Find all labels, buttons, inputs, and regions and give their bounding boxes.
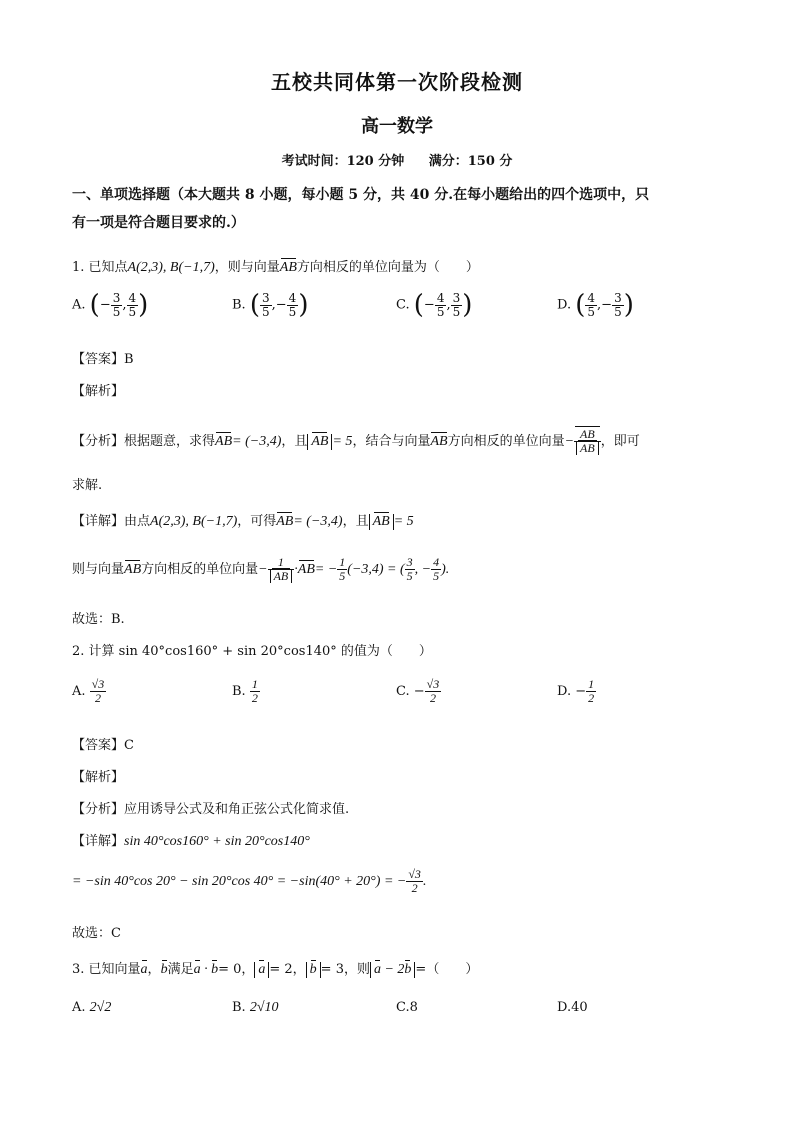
q1-fenxi-c: ，结合与向量 (352, 434, 431, 449)
q1-fenxi-frac-den: AB (576, 442, 599, 455)
q2-detail-text: sin 40°cos160° + sin 20°cos140° (124, 834, 310, 849)
q1-d-d1: 5 (587, 304, 596, 319)
q1-fenxi-e: ，即可 (600, 434, 640, 449)
q1-points: A(2,3), B(−1,7) (127, 260, 215, 275)
q1-d-n1: 4 (587, 290, 596, 305)
q2-step: = −sin 40°cos 20° − sin 20°cos 40° = −sin(40° + 20°) = − $\frac{√3}{2}$ . (72, 867, 427, 895)
q1-fenxi-a: 根据题意，求得 (124, 434, 216, 449)
q2-detail-tag: 【详解】 (72, 834, 125, 849)
q2-fenxi (72, 798, 722, 817)
exam-subtitle: 高一数学 (361, 116, 433, 137)
q2-d-sign: − (575, 684, 587, 699)
q2-b-den: 2 (251, 691, 258, 705)
q1-stem (72, 256, 722, 276)
q1-c-d2: 5 (452, 304, 461, 319)
q1-detail-tag: 【详解】 (72, 514, 125, 529)
q3-option-b-label: B. (232, 1000, 246, 1015)
q1-option-b[interactable]: B. ( $\frac{3}{5}$ ,− $\frac{4}{5}$ ) (232, 290, 309, 320)
q3-stem-f: =（ ） (415, 962, 479, 977)
q3-option-c[interactable] (396, 1000, 418, 1015)
q1-option-d[interactable]: D. ( $\frac{4}{5}$ ,− $\frac{3}{5}$ ) (557, 290, 634, 320)
q1-option-d-label: D. (557, 297, 572, 313)
q2-b-num: 1 (251, 677, 258, 691)
q1-answer-value: B (124, 352, 134, 367)
q2-option-b-label: B. (232, 684, 246, 699)
q2-d-num: 1 (588, 677, 595, 691)
q1-detail-eq2: = 5 (393, 514, 414, 529)
q1-b-sign2: − (275, 297, 287, 313)
q1-vector-ab: AB (279, 260, 297, 275)
q1-detail-line2-b: 方向相反的单位向量 (141, 562, 259, 577)
q3-stem: 3. 已知向量a，b满足a · b= 0， a = 2， b = 3，则 a − 2b =（ ） (72, 962, 479, 977)
q1-fenxi-b: ，且 (281, 434, 308, 449)
q1-option-a-label: A. (72, 297, 86, 313)
q2-answer (72, 734, 722, 753)
q2-option-c[interactable] (396, 678, 441, 705)
q1-fenxi-vec1: AB (215, 434, 233, 449)
q1-c-sign1: − (423, 297, 435, 313)
q2-option-d[interactable] (557, 678, 596, 705)
q2-stem: 2. 计算 sin 40°cos160° + sin 20°cos140° 的值为（ ） (72, 644, 432, 659)
q1-a-n1: 3 (112, 290, 121, 305)
q3-option-d-label: D. (557, 1000, 572, 1015)
q1-option-a[interactable]: A. (− $\frac{3}{5}$ , $\frac{4}{5}$ ) (72, 290, 149, 320)
q1-detail-line2-vec: AB (124, 562, 142, 577)
q2-option-a[interactable] (72, 678, 106, 705)
q1-fenxi: 【分析】根据题意，求得AB= (−3,4)，且 AB = 5，结合与向量AB方向相反的单位向量− $\frac{AB}{AB}$ ，即可 (72, 427, 640, 455)
q1-fenxi-d: 方向相反的单位向量 (447, 434, 565, 449)
q1-c-d1: 5 (436, 304, 445, 319)
q1-answer-tag: 【答案】 (72, 352, 125, 367)
q3-option-d-value: 40 (571, 1000, 588, 1015)
q2-fenxi-tag: 【分析】 (72, 802, 125, 817)
q1-detail-line2: 则与向量AB方向相反的单位向量− $\frac{1}{AB}$ ·AB= − $\frac{1}{5}$ (−3,4) = ( $\frac{3}{5}$ , − $\frac{4}{5}$ ). (72, 555, 450, 583)
q1-detail-line2-vec2: AB (297, 562, 315, 577)
q1-answer (72, 348, 722, 367)
q1-detail-line2-a: 则与向量 (72, 562, 125, 577)
q2-answer-tag: 【答案】 (72, 738, 125, 753)
q3-stem-d: = 2， (269, 962, 306, 977)
q1-fenxi-tag: 【分析】 (72, 434, 125, 449)
q1-a-n2: 4 (128, 290, 137, 305)
q2-fenxi-text: 应用诱导公式及和角正弦公式化简求值. (124, 802, 350, 817)
q2-option-a-label: A. (72, 684, 86, 699)
q3-stem-c: = 0， (218, 962, 255, 977)
q2-option-b[interactable] (232, 678, 260, 705)
q1-option-c-label: C. (396, 297, 410, 313)
q3-stem-a: 3. 已知向量 (72, 962, 141, 977)
q1-detail-c: ，且 (342, 514, 369, 529)
q1-stem-b: ，则与向量 (214, 260, 280, 275)
q1-analysis-tag: 【解析】 (72, 384, 125, 399)
q3-option-b-value: 2√10 (249, 1000, 279, 1015)
exam-meta (0, 150, 794, 169)
q1-detail-eq1: = (−3,4) (293, 514, 343, 529)
exam-time: 考试时间：120 分钟 (281, 154, 405, 169)
q1-conclusion: 故选：B. (72, 612, 125, 627)
q1-fenxi-end: 求解. (72, 478, 103, 493)
q1-c-n1: 4 (436, 290, 445, 305)
q1-d-n2: 3 (614, 290, 622, 305)
q2-step-text: = −sin 40°cos 20° − sin 20°cos 40° = −sin(40° + 20°) = − (72, 874, 407, 889)
q3-option-a-value: 2√2 (89, 1000, 112, 1015)
q1-fenxi-eq2: = 5 (332, 434, 353, 449)
q2-conclusion: 故选：C (72, 926, 121, 941)
exam-score: 满分：150 分 (428, 154, 513, 169)
q1-detail-line2-end: ). (441, 562, 450, 577)
q1-detail-vec2: AB (372, 514, 390, 529)
q3-option-a-label: A. (72, 1000, 86, 1015)
q1-c-n2: 3 (452, 290, 461, 305)
q1-fenxi-vec3: AB (430, 434, 448, 449)
q1-fenxi-eq1: = (−3,4) (232, 434, 282, 449)
q2-c-den: 2 (429, 691, 436, 705)
exam-title: 五校共同体第一次阶段检测 (271, 70, 523, 94)
q1-fenxi-vec2: AB (311, 434, 329, 449)
q1-b-d1: 5 (261, 304, 270, 319)
q2-a-num: √3 (91, 677, 105, 691)
q3-option-b[interactable] (232, 1000, 279, 1016)
q3-option-c-value: 8 (409, 1000, 418, 1015)
q3-option-d[interactable] (557, 1000, 588, 1015)
q3-stem-e: = 3，则 (320, 962, 370, 977)
q2-c-sign: − (413, 684, 425, 699)
q3-option-a[interactable] (72, 1000, 111, 1016)
q1-fenxi-frac-num: AB (574, 428, 601, 442)
q1-detail-line2-den: AB (270, 570, 293, 583)
q1-d-sign2: − (601, 297, 613, 313)
q2-analysis-tag: 【解析】 (72, 770, 125, 785)
q1-a-sign1: − (99, 297, 111, 313)
q3-stem-b: 满足 (167, 962, 194, 977)
q1-b-d2: 5 (288, 304, 297, 319)
q1-d-d2: 5 (614, 304, 622, 319)
q1-stem-c: 方向相反的单位向量为（ ） (296, 260, 479, 275)
q1-detail-b: ，可得 (237, 514, 277, 529)
section-heading-line2: 有一项是符合题目要求的.） (72, 215, 245, 231)
q1-b-n1: 3 (261, 290, 270, 305)
q1-detail-a: 由点 (124, 514, 151, 529)
section-heading-line1: 一、单项选择题（本大题共 8 小题，每小题 5 分，共 40 分.在每小题给出的四个选项中，只 (72, 187, 650, 203)
q1-option-c[interactable]: C. (− $\frac{4}{5}$ , $\frac{3}{5}$ ) (396, 290, 473, 320)
q1-b-n2: 4 (288, 290, 297, 305)
q1-detail-line2-eq: = − (314, 562, 338, 577)
q2-option-d-label: D. (557, 684, 572, 699)
q1-option-b-label: B. (232, 297, 246, 313)
q2-a-den: 2 (94, 691, 101, 705)
q1-a-d1: 5 (112, 304, 121, 319)
q1-detail-points: A(2,3), B(−1,7) (150, 514, 238, 529)
q1-detail (72, 510, 722, 530)
q2-detail (72, 830, 722, 850)
q1-detail-vec1: AB (276, 514, 294, 529)
q2-answer-value: C (124, 738, 134, 753)
q2-option-c-label: C. (396, 684, 410, 699)
q1-detail-line2-eq2: (−3,4) = ( (347, 562, 405, 577)
q1-stem-a: 1. 已知点 (72, 260, 128, 275)
q1-a-d2: 5 (128, 304, 137, 319)
q2-c-num: √3 (426, 677, 440, 691)
q3-option-c-label: C. (396, 1000, 410, 1015)
q2-d-den: 2 (588, 691, 595, 705)
